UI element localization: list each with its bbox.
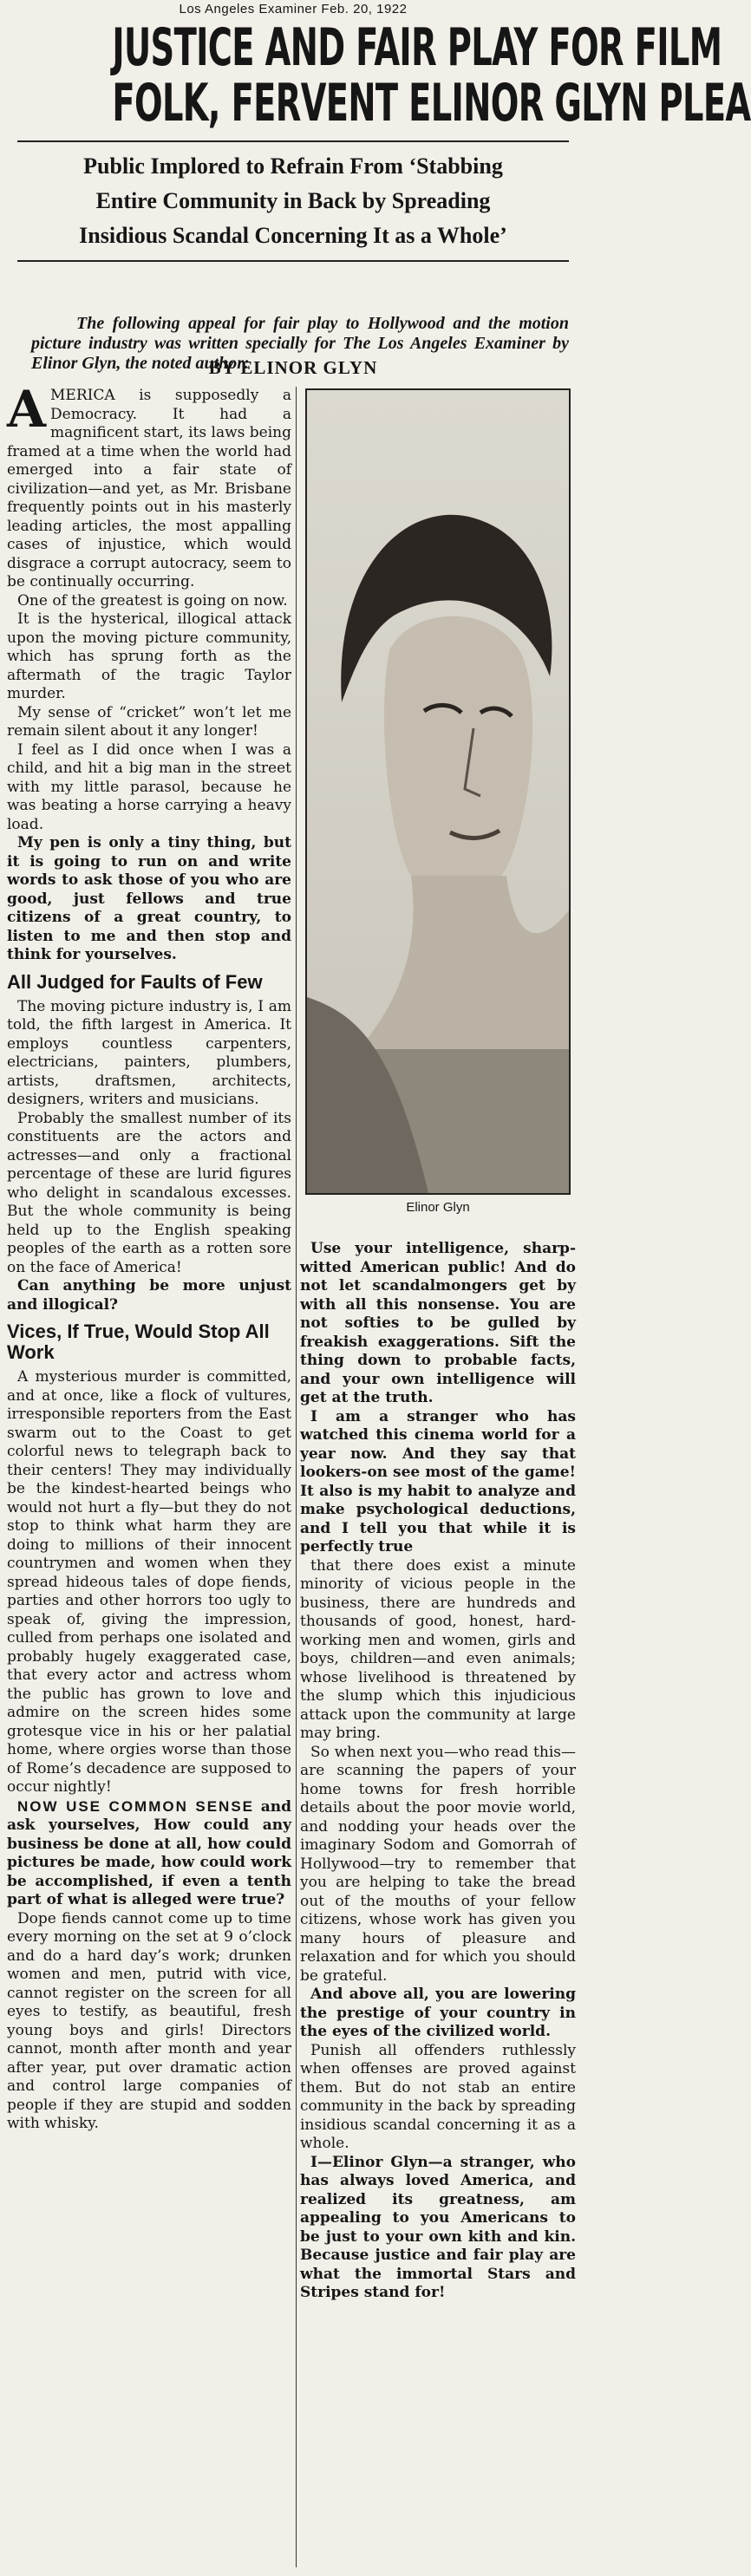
article-column-1	[7, 380, 291, 2567]
paragraph-11-lead: NOW USE COMMON SENSE	[17, 1797, 255, 1815]
paragraph-8: Probably the smallest number of its constituents are the actors and actresses—and only a fractional percentage of these are lurid figures who delight in scandalous excesses. But the whole community is being held up to the English speaking peoples of the earth as a rotten sore on the face of America!	[7, 1109, 291, 1276]
col2-paragraph-3: that there does exist a minute minority of vicious people in the business, there are hundreds and thousands of good, honest, hard-working men and women, girls and boys, children—and even animals; whose livelihood is threatened by the slump which this injudicious attack upon the community at large may bring.	[300, 1556, 576, 1742]
col2-paragraph-4: So when next you—who read this—are scanning the papers of your home towns for fresh horrible details about the poor movie world, and nodding your heads over the imaginary Sodom and Gomorrah of Hollywood—try to remember that you are helping to take the bread out of the mouths of your fellow citizens, whose work has given you many hours of pleasure and relaxation and for which you should be grateful.	[300, 1743, 576, 1985]
section-heading-2: Vices, If True, Would Stop All Work	[7, 1321, 270, 1363]
subhead-rule	[17, 260, 569, 262]
paragraph-1-text: MERICA is supposedly a Democracy. It had a magnificent start, its laws being framed at a time when the world had emerged into a fair state of civilization—and yet, as Mr. Brisbane frequently points out in his masterly leading articles, the most appalling cases of injustice, which would disgrace a corrupt autocracy, seem to be continually occurring.	[7, 387, 291, 590]
photo-caption: Elinor Glyn	[406, 1200, 470, 1215]
headline-rule	[17, 140, 569, 142]
col2-paragraph-7: I—Elinor Glyn—a stranger, who has always loved America, and realized its greatness, am appealing to you Americans to be just to your own kith and kin. Because justice and fair play are what the immortal Stars and Stripes stand for!	[300, 2153, 576, 2301]
author-portrait	[305, 388, 571, 1195]
paragraph-12: Dope fiends cannot come up to time every morning on the set at 9 o’clock and do a hard day’s work; drunken women and men, putrid with vice, cannot register on the screen for all eyes to testify, as beautiful, fresh young boys and girls! Directors cannot, month after month and year after year, put over dramatic action and control large companies of people if they are stupid and sodden with whisky.	[7, 1909, 291, 2132]
byline: BY ELINOR GLYN	[208, 357, 378, 378]
intro-paragraph: The following appeal for fair play to Hollywood and the motion picture industry was written specially for The Los Angeles Examiner by Elinor Glyn, the noted author:	[31, 314, 569, 373]
paragraph-4: My sense of “cricket” won’t let me remain silent about it any longer!	[7, 703, 291, 740]
paragraph-3: It is the hysterical, illogical attack upon the moving picture community, which has sprung forth as the aftermath of the tragic Taylor murder.	[7, 610, 291, 702]
paragraph-1	[7, 380, 291, 592]
paragraph-2: One of the greatest is going on now.	[17, 591, 288, 610]
headline-line-1: JUSTICE AND FAIR PLAY FOR FILM	[112, 17, 722, 78]
section-heading-1: All Judged for Faults of Few	[7, 970, 263, 993]
paragraph-6: My pen is only a tiny thing, but it is going to run on and write words to ask those of you who are good, just fellows and true citizens of a great country, to listen to me and then stop and think for yourselves.	[7, 834, 291, 963]
paragraph-9: Can anything be more unjust and illogical?	[7, 1277, 291, 1314]
subhead-line-3: Insidious Scandal Concerning It as a Whole’	[79, 223, 507, 248]
col2-paragraph-2: I am a stranger who has watched this cinema world for a year now. And they say that lookers-on see most of the game! It also is my habit to analyze and make psychological deductions, and I tell you that while it is perfectly true	[300, 1407, 576, 1555]
subhead-line-2: Entire Community in Back by Spreading	[95, 188, 491, 213]
headline-line-2: FOLK, FERVENT ELINOR GLYN PLEA	[112, 73, 751, 134]
paragraph-11	[7, 1797, 291, 1910]
drop-cap: A	[7, 380, 47, 439]
col2-paragraph-6: Punish all offenders ruthlessly when offenses are proved against them. But do not stab an entire community in the back by spreading insidious scandal concerning it as a whole.	[300, 2041, 576, 2152]
paragraph-5: I feel as I did once when I was a child, and hit a big man in the street with my little parasol, because he was beating a horse carrying a heavy load.	[7, 740, 291, 833]
column-divider	[296, 387, 297, 2567]
paragraph-11-text: and ask yourselves, How could any business be done at all, how could pictures be made, how could work be accomplished, if even a tenth part of what is alleged were true?	[7, 1797, 291, 1908]
portrait-illustration	[307, 390, 569, 1193]
article-column-2	[300, 1240, 576, 2301]
paragraph-7: The moving picture industry is, I am told, the fifth largest in America. It employs countless carpenters, electricians, painters, plumbers, artists, draftsmen, architects, designers, writers and musicians.	[7, 997, 291, 1108]
col2-paragraph-1: Use your intelligence, sharp-witted American public! And do not let scandalmongers get by with all this nonsense. You are not softies to be gulled by freakish exaggerations. Sift the thing down to probable facts, and your own intelligence will get at the truth.	[300, 1240, 576, 1406]
source-line: Los Angeles Examiner Feb. 20, 1922	[179, 2, 408, 16]
paragraph-10: A mysterious murder is committed, and at once, like a flock of vultures, irresponsible reporters from the East swarm out to the Coast to get colorful news to telegraph back to their centers! They may individually be the kindest-hearted beings who would not hurt a fly—but they do not stop to think what harm they are doing to millions of their innocent countrymen and women when they spread hideous tales of dope fiends, parties and other horrors too ugly to speak of, giving the impression, culled from perhaps one isolated and probably hugely exaggerated case, that every actor and actress whom the public has grown to love and admire on the screen hides some grotesque vice in his or her palatial home, where orgies worse than those of Rome’s decadence are supposed to occur nightly!	[7, 1368, 291, 1796]
col2-paragraph-5: And above all, you are lowering the prestige of your country in the eyes of the civilized world.	[300, 1986, 576, 2040]
subhead-line-1: Public Implored to Refrain From ‘Stabbing	[83, 153, 503, 179]
